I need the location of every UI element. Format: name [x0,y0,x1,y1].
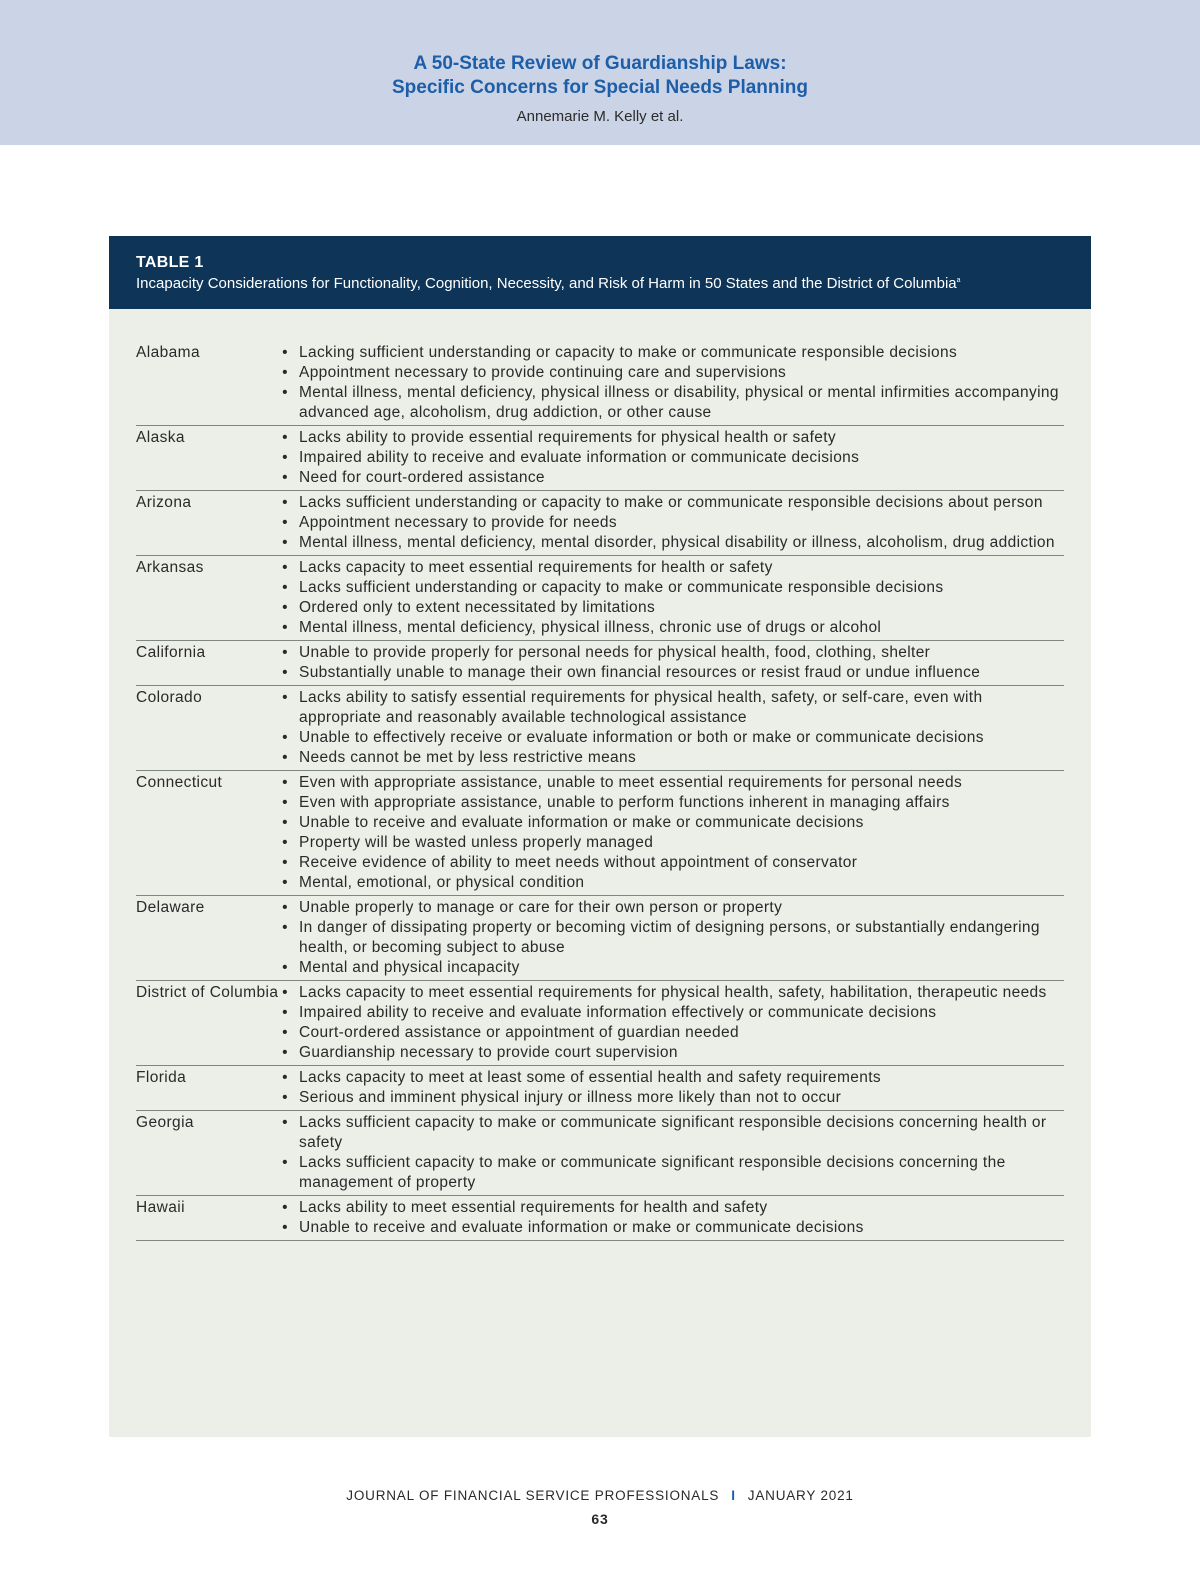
bullet-icon: • [282,364,288,381]
table-row [136,556,1064,641]
criteria-text: In danger of dissipating property or becoming victim of designing persons, or substantially endangering health, or becoming subject to abuse [299,919,1040,956]
bullet-icon: • [282,1024,288,1041]
criteria-text: Ordered only to extent necessitated by limitations [299,599,656,616]
criteria-list [280,343,1064,423]
bullet-icon: • [282,874,288,891]
criteria-item [280,558,1064,578]
table-body [136,341,1064,1241]
criteria-text: Need for court-ordered assistance [299,469,545,486]
criteria-item [280,1218,1064,1238]
table-row [136,1196,1064,1241]
table-row [136,981,1064,1066]
criteria-list [280,983,1064,1063]
criteria-item [280,598,1064,618]
criteria-text: Appointment necessary to provide continuing care and supervisions [299,364,787,381]
criteria-item [280,493,1064,513]
criteria-item [280,773,1064,793]
criteria-text: Lacks sufficient understanding or capacity to make or communicate responsible decisions about person [299,494,1043,511]
criteria-list [280,1113,1064,1193]
criteria-item [280,468,1064,488]
table-row [136,491,1064,556]
state-name: Delaware [136,899,205,916]
bullet-icon: • [282,1044,288,1061]
criteria-list [280,558,1064,638]
issue-date: JANUARY 2021 [747,1488,854,1503]
journal-name: JOURNAL OF FINANCIAL SERVICE PROFESSIONALS [346,1488,720,1503]
criteria-text: Lacks capacity to meet at least some of essential health and safety requirements [299,1069,881,1086]
criteria-item [280,513,1064,533]
criteria-list [280,773,1064,893]
criteria-item [280,1023,1064,1043]
state-name: Arkansas [136,559,204,576]
bullet-icon: • [282,854,288,871]
criteria-text: Lacks sufficient understanding or capacity to make or communicate responsible decisions [299,579,944,596]
criteria-item [280,1153,1064,1193]
state-name: Connecticut [136,774,223,791]
article-title-line-2: Specific Concerns for Special Needs Planning [391,77,808,98]
page-footer [0,1488,1200,1527]
criteria-item [280,898,1064,918]
bullet-icon: • [282,774,288,791]
bullet-icon: • [282,1199,288,1216]
bullet-icon: • [282,834,288,851]
criteria-text: Unable to provide properly for personal needs for physical health, food, clothing, shelter [299,644,931,661]
criteria-item [280,643,1064,663]
criteria-item [280,663,1064,683]
bullet-icon: • [282,514,288,531]
criteria-item [280,1068,1064,1088]
criteria-text: Guardianship necessary to provide court supervision [299,1044,678,1061]
criteria-text: Lacks capacity to meet essential requirements for health or safety [299,559,773,576]
bullet-icon: • [282,794,288,811]
bullet-icon: • [282,749,288,766]
table-caption-footnote-mark: a [956,277,961,284]
criteria-item [280,728,1064,748]
criteria-list [280,428,1064,488]
bullet-icon: • [282,1069,288,1086]
bullet-icon: • [282,644,288,661]
article-title-line-1: A 50-State Review of Guardianship Laws: [413,53,787,74]
criteria-text: Unable to effectively receive or evaluate information or both or make or communicate decisions [299,729,984,746]
bullet-icon: • [282,1004,288,1021]
bullet-icon: • [282,494,288,511]
bullet-icon: • [282,344,288,361]
state-name: Florida [136,1069,187,1086]
criteria-text: Impaired ability to receive and evaluate information effectively or communicate decisions [299,1004,937,1021]
criteria-list [280,493,1064,553]
criteria-item [280,688,1064,728]
criteria-text: Impaired ability to receive and evaluate information or communicate decisions [299,449,860,466]
page-number: 63 [591,1511,609,1527]
criteria-text: Receive evidence of ability to meet needs without appointment of conservator [299,854,858,871]
criteria-text: Unable to receive and evaluate information or make or communicate decisions [299,814,864,831]
table-row [136,1111,1064,1196]
bullet-icon: • [282,959,288,976]
bullet-icon: • [282,534,288,551]
bullet-icon: • [282,899,288,916]
criteria-item [280,363,1064,383]
criteria-text: Appointment necessary to provide for needs [299,514,617,531]
state-name: Hawaii [136,1199,185,1216]
footer-line [0,1488,1200,1503]
table-caption [136,275,1064,292]
table-row [136,896,1064,981]
table-label: TABLE 1 [136,254,204,271]
criteria-text: Even with appropriate assistance, unable to perform functions inherent in managing affairs [299,794,950,811]
criteria-item [280,383,1064,423]
bullet-icon: • [282,429,288,446]
table-1 [109,236,1091,1437]
bullet-icon: • [282,1154,288,1171]
criteria-item [280,853,1064,873]
state-name: Alaska [136,429,185,446]
bullet-icon: • [282,984,288,1001]
criteria-text: Mental, emotional, or physical condition [299,874,585,891]
criteria-item [280,1043,1064,1063]
criteria-text: Mental and physical incapacity [299,959,520,976]
table-row [136,771,1064,896]
criteria-item [280,1198,1064,1218]
criteria-text: Substantially unable to manage their own financial resources or resist fraud or undue influence [299,664,981,681]
criteria-item [280,918,1064,958]
state-name: Georgia [136,1114,194,1131]
table-row [136,1066,1064,1111]
bullet-icon: • [282,664,288,681]
criteria-text: Needs cannot be met by less restrictive means [299,749,637,766]
bullet-icon: • [282,814,288,831]
state-name: District of Columbia [136,984,279,1001]
criteria-item [280,873,1064,893]
criteria-text: Lacks ability to satisfy essential requirements for physical health, safety, or self-care, even with appropriate and reasonably available technological assistance [299,689,983,726]
criteria-item [280,578,1064,598]
bullet-icon: • [282,559,288,576]
criteria-item [280,618,1064,638]
criteria-item [280,793,1064,813]
bullet-icon: • [282,729,288,746]
criteria-text: Lacking sufficient understanding or capacity to make or communicate responsible decisions [299,344,958,361]
bullet-icon: • [282,1114,288,1131]
header-banner [0,0,1200,145]
criteria-text: Mental illness, mental deficiency, physical illness or disability, physical or mental infirmities accompanying advanced age, alcoholism, drug addiction, or other cause [299,384,1059,421]
criteria-item [280,983,1064,1003]
criteria-item [280,1113,1064,1153]
criteria-item [280,748,1064,768]
criteria-text: Lacks sufficient capacity to make or communicate significant responsible decisions concerning health or safety [299,1114,1047,1151]
bullet-icon: • [282,449,288,466]
state-name: Arizona [136,494,192,511]
criteria-list [280,643,1064,683]
bullet-icon: • [282,579,288,596]
table-row [136,426,1064,491]
state-name: Alabama [136,344,200,361]
criteria-item [280,958,1064,978]
criteria-text: Serious and imminent physical injury or illness more likely than not to occur [299,1089,842,1106]
table-row [136,341,1064,426]
bullet-icon: • [282,1219,288,1236]
criteria-item [280,533,1064,553]
bullet-icon: • [282,384,288,401]
criteria-item [280,343,1064,363]
table-caption-text: Incapacity Considerations for Functionality, Cognition, Necessity, and Risk of Harm in 50 States and the District of Columbia [136,275,957,292]
article-author: Annemarie M. Kelly et al. [516,108,684,125]
criteria-list [280,898,1064,978]
criteria-text: Even with appropriate assistance, unable to meet essential requirements for personal needs [299,774,963,791]
footer-separator: I [731,1488,736,1503]
state-name: Colorado [136,689,203,706]
criteria-item [280,813,1064,833]
criteria-text: Lacks ability to meet essential requirements for health and safety [299,1199,768,1216]
criteria-text: Lacks capacity to meet essential requirements for physical health, safety, habilitation, therapeutic needs [299,984,1047,1001]
criteria-text: Court-ordered assistance or appointment of guardian needed [299,1024,739,1041]
criteria-text: Mental illness, mental deficiency, physical illness, chronic use of drugs or alcohol [299,619,882,636]
table-row [136,641,1064,686]
criteria-text: Lacks sufficient capacity to make or communicate significant responsible decisions concerning the management of property [299,1154,1006,1191]
table-row [136,686,1064,771]
bullet-icon: • [282,619,288,636]
criteria-item [280,1088,1064,1108]
criteria-item [280,448,1064,468]
criteria-list [280,1198,1064,1238]
criteria-item [280,428,1064,448]
criteria-item [280,833,1064,853]
criteria-list [280,1068,1064,1108]
bullet-icon: • [282,1089,288,1106]
criteria-item [280,1003,1064,1023]
criteria-list [280,688,1064,768]
criteria-text: Property will be wasted unless properly managed [299,834,654,851]
criteria-text: Unable to receive and evaluate information or make or communicate decisions [299,1219,864,1236]
bullet-icon: • [282,919,288,936]
state-name: California [136,644,206,661]
bullet-icon: • [282,599,288,616]
bullet-icon: • [282,469,288,486]
bullet-icon: • [282,689,288,706]
criteria-text: Lacks ability to provide essential requirements for physical health or safety [299,429,836,446]
table-header [109,236,1091,309]
criteria-text: Mental illness, mental deficiency, mental disorder, physical disability or illness, alcoholism, drug addiction [299,534,1055,551]
criteria-text: Unable properly to manage or care for their own person or property [299,899,783,916]
